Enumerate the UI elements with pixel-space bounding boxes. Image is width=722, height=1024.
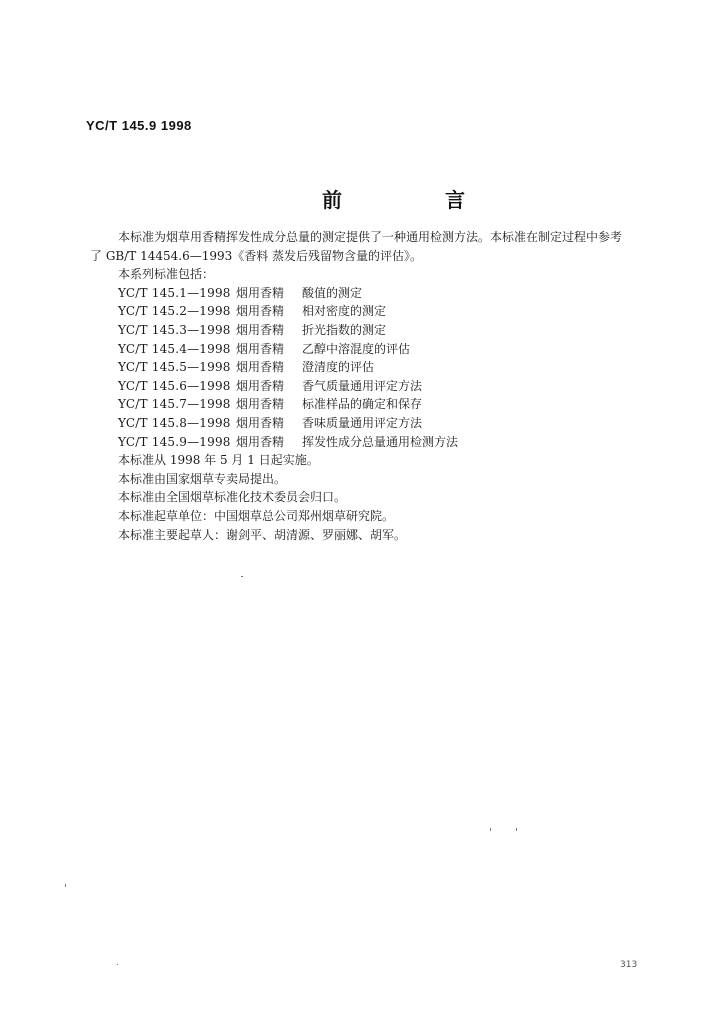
standard-category: 烟用香精 <box>236 397 285 412</box>
standard-category: 烟用香精 <box>236 434 285 449</box>
list-item <box>118 284 664 303</box>
standards-list <box>104 284 664 451</box>
intro-paragraph-line-2: 了 GB/T 14454.6—1993《香料 蒸发后残留物含量的评估》。 <box>90 248 423 263</box>
standard-name: 香气质量通用评定方法 <box>302 378 423 393</box>
list-item <box>118 302 664 321</box>
standard-name: 相对密度的测定 <box>302 304 387 319</box>
standard-category: 烟用香精 <box>236 304 285 319</box>
standard-name: 澄清度的评估 <box>302 360 375 375</box>
intro-paragraph-line-1: 本标准为烟草用香精挥发性成分总量的测定提供了一种通用检测方法。本标准在制定过程中参考 <box>118 230 623 244</box>
standard-name: 乙醇中溶混度的评估 <box>302 341 411 356</box>
scan-speck <box>241 576 243 577</box>
list-item <box>118 414 664 433</box>
standard-code: YC/T 145.1—1998 <box>118 285 231 300</box>
standard-code: YC/T 145.6—1998 <box>118 378 231 393</box>
scan-speck <box>490 828 491 831</box>
standard-name: 酸值的测定 <box>302 285 363 300</box>
standard-code: YC/T 145.9—1998 <box>118 434 231 449</box>
standard-name: 香味质量通用评定方法 <box>302 415 423 430</box>
standard-category: 烟用香精 <box>236 378 285 393</box>
scan-speck <box>516 828 517 831</box>
effective-date: 本标准从 1998 年 5 月 1 日起实施。 <box>118 453 319 468</box>
drafting-unit: 本标准起草单位：中国烟草总公司郑州烟草研究院。 <box>118 508 395 523</box>
page-number: 313 <box>620 960 638 970</box>
list-item <box>118 321 664 340</box>
standard-category: 烟用香精 <box>236 341 285 356</box>
scan-speck <box>117 964 118 965</box>
standard-name: 挥发性成分总量通用检测方法 <box>302 434 459 449</box>
list-item <box>118 395 664 414</box>
standard-code: YC/T 145.2—1998 <box>118 304 231 319</box>
standard-name: 标准样品的确定和保存 <box>302 397 423 412</box>
standard-category: 烟用香精 <box>236 360 285 375</box>
list-item <box>118 358 664 377</box>
scan-speck <box>65 884 66 887</box>
standard-code: YC/T 145.4—1998 <box>118 341 231 356</box>
managed-by: 本标准由全国烟草标准化技术委员会归口。 <box>118 490 347 505</box>
foreword-body <box>90 228 664 544</box>
standard-category: 烟用香精 <box>236 285 285 300</box>
standard-code: YC/T 145.3—1998 <box>118 322 231 337</box>
list-item <box>118 433 664 452</box>
standard-code: YC/T 145.7—1998 <box>118 397 231 412</box>
list-item <box>118 377 664 396</box>
list-item <box>118 340 664 359</box>
standard-category: 烟用香精 <box>236 415 285 430</box>
series-intro: 本系列标准包括： <box>118 267 215 282</box>
page-title: 前 言 <box>322 188 513 212</box>
standard-code: YC/T 145.5—1998 <box>118 360 231 375</box>
proposed-by: 本标准由国家烟草专卖局提出。 <box>118 471 287 486</box>
main-drafters: 本标准主要起草人：谢剑平、胡清源、罗丽娜、胡军。 <box>118 527 407 542</box>
standard-code-header: YC/T 145.9 1998 <box>86 118 192 133</box>
standard-code: YC/T 145.8—1998 <box>118 415 231 430</box>
standard-category: 烟用香精 <box>236 322 285 337</box>
standard-name: 折光指数的测定 <box>302 322 387 337</box>
